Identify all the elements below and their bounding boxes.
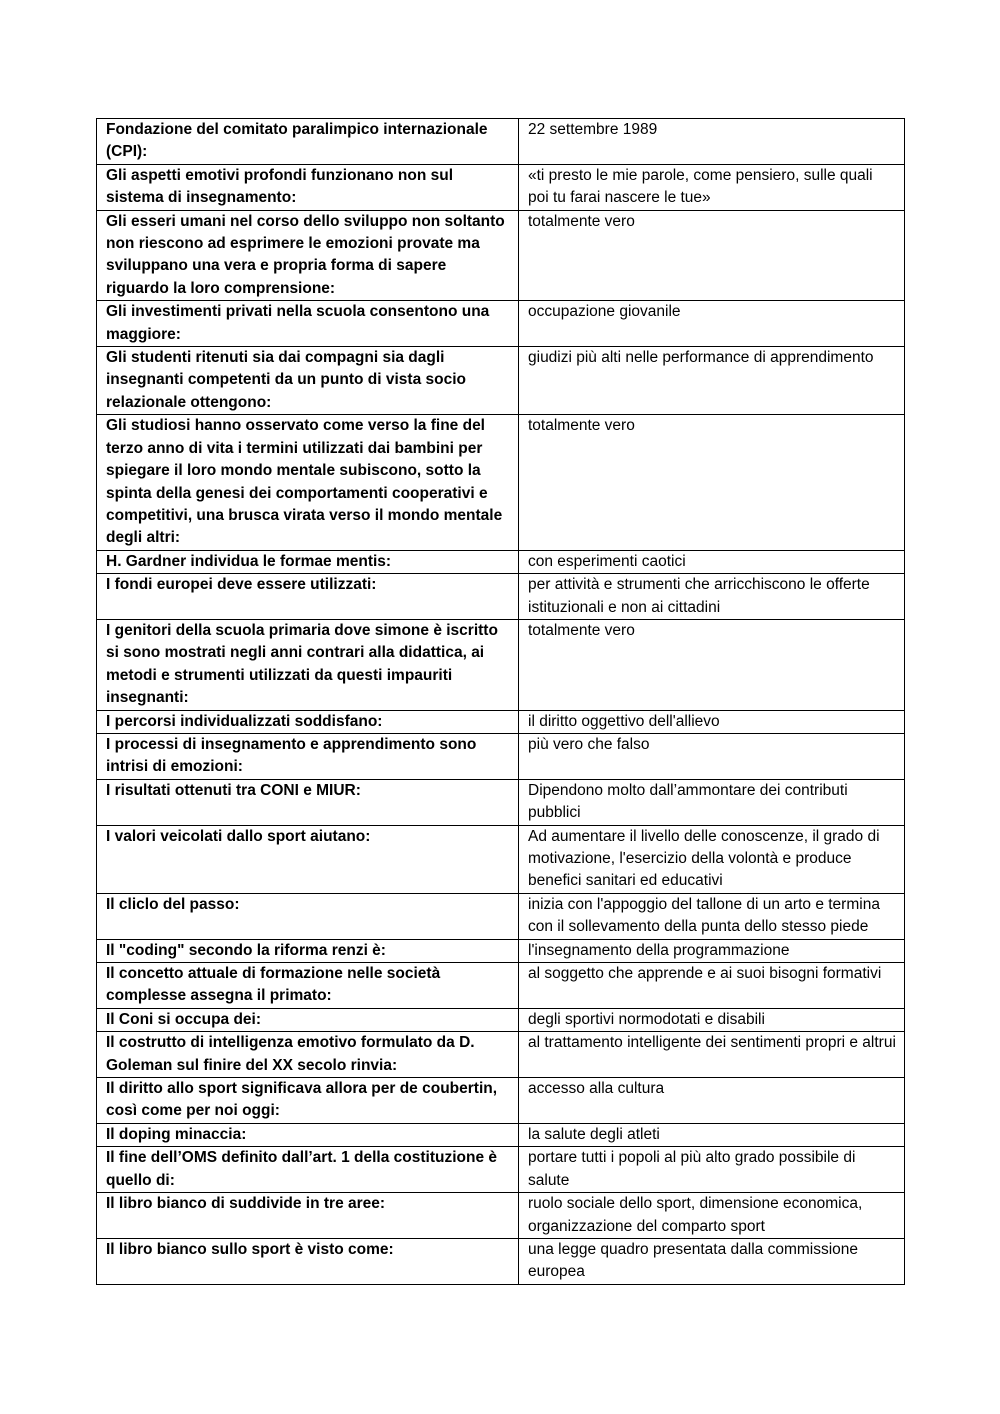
- answer-cell: al trattamento intelligente dei sentimenti propri e altrui: [519, 1032, 905, 1078]
- question-cell: Il "coding" secondo la riforma renzi è:: [97, 939, 519, 962]
- table-row: [97, 733, 905, 779]
- table-row: [97, 1078, 905, 1124]
- table-row: [97, 825, 905, 893]
- table-row: [97, 210, 905, 301]
- answer-cell: inizia con l'appoggio del tallone di un arto e termina con il sollevamento della punta dello stesso piede: [519, 893, 905, 939]
- answer-cell: il diritto oggettivo dell'allievo: [519, 710, 905, 733]
- answer-cell: giudizi più alti nelle performance di apprendimento: [519, 347, 905, 415]
- question-cell: Il Coni si occupa dei:: [97, 1008, 519, 1031]
- question-cell: I percorsi individualizzati soddisfano:: [97, 710, 519, 733]
- table-row: [97, 164, 905, 210]
- answer-cell: Dipendono molto dall’ammontare dei contributi pubblici: [519, 779, 905, 825]
- answer-cell: totalmente vero: [519, 619, 905, 710]
- question-cell: Il costrutto di intelligenza emotivo formulato da D. Goleman sul finire del XX secolo rinvia:: [97, 1032, 519, 1078]
- table-row: [97, 574, 905, 620]
- question-cell: Il diritto allo sport significava allora per de coubertin, così come per noi oggi:: [97, 1078, 519, 1124]
- table-row: [97, 1123, 905, 1146]
- answer-cell: l'insegnamento della programmazione: [519, 939, 905, 962]
- answer-cell: «ti presto le mie parole, come pensiero, sulle quali poi tu farai nascere le tue»: [519, 164, 905, 210]
- question-cell: Il libro bianco di suddivide in tre aree:: [97, 1193, 519, 1239]
- answer-cell: al soggetto che apprende e ai suoi bisogni formativi: [519, 963, 905, 1009]
- question-cell: I fondi europei deve essere utilizzati:: [97, 574, 519, 620]
- question-cell: Il concetto attuale di formazione nelle società complesse assegna il primato:: [97, 963, 519, 1009]
- table-body: [97, 119, 905, 1285]
- table-row: [97, 301, 905, 347]
- table-row: [97, 963, 905, 1009]
- question-cell: Il libro bianco sullo sport è visto come:: [97, 1238, 519, 1284]
- answer-cell: occupazione giovanile: [519, 301, 905, 347]
- answer-cell: portare tutti i popoli al più alto grado possibile di salute: [519, 1147, 905, 1193]
- table-row: [97, 347, 905, 415]
- answer-cell: una legge quadro presentata dalla commissione europea: [519, 1238, 905, 1284]
- question-cell: I genitori della scuola primaria dove simone è iscritto si sono mostrati negli anni contrari alla didattica, ai metodi e strumenti utilizzati da questi impauriti insegnanti:: [97, 619, 519, 710]
- table-row: [97, 1032, 905, 1078]
- table-row: [97, 550, 905, 573]
- answer-cell: Ad aumentare il livello delle conoscenze, il grado di motivazione, l'esercizio della volontà e produce benefici sanitari ed educativi: [519, 825, 905, 893]
- question-cell: H. Gardner individua le formae mentis:: [97, 550, 519, 573]
- question-cell: I valori veicolati dallo sport aiutano:: [97, 825, 519, 893]
- answer-cell: accesso alla cultura: [519, 1078, 905, 1124]
- question-cell: I risultati ottenuti tra CONI e MIUR:: [97, 779, 519, 825]
- question-cell: Gli studiosi hanno osservato come verso la fine del terzo anno di vita i termini utilizzati dai bambini per spiegare il loro mondo mentale subiscono, sotto la spinta della genesi dei comportamenti cooperativi e competitivi, una brusca virata verso il mondo mentale degli altri:: [97, 415, 519, 550]
- question-cell: Gli investimenti privati nella scuola consentono una maggiore:: [97, 301, 519, 347]
- answer-cell: totalmente vero: [519, 210, 905, 301]
- table-row: [97, 939, 905, 962]
- question-cell: Fondazione del comitato paralimpico internazionale (CPI):: [97, 119, 519, 165]
- answer-cell: la salute degli atleti: [519, 1123, 905, 1146]
- question-cell: Gli studenti ritenuti sia dai compagni sia dagli insegnanti competenti da un punto di vista socio relazionale ottengono:: [97, 347, 519, 415]
- question-cell: Il cliclo del passo:: [97, 893, 519, 939]
- question-cell: Gli esseri umani nel corso dello sviluppo non soltanto non riescono ad esprimere le emozioni provate ma sviluppano una vera e propria forma di sapere riguardo la loro comprensione:: [97, 210, 519, 301]
- answer-cell: con esperimenti caotici: [519, 550, 905, 573]
- table-row: [97, 119, 905, 165]
- table-row: [97, 1008, 905, 1031]
- table-row: [97, 619, 905, 710]
- question-cell: Gli aspetti emotivi profondi funzionano non sul sistema di insegnamento:: [97, 164, 519, 210]
- table-row: [97, 1147, 905, 1193]
- table-row: [97, 1238, 905, 1284]
- table-row: [97, 779, 905, 825]
- answer-cell: più vero che falso: [519, 733, 905, 779]
- answer-cell: per attività e strumenti che arricchiscono le offerte istituzionali e non ai cittadini: [519, 574, 905, 620]
- question-cell: Il doping minaccia:: [97, 1123, 519, 1146]
- answer-cell: ruolo sociale dello sport, dimensione economica, organizzazione del comparto sport: [519, 1193, 905, 1239]
- question-answer-table: [96, 118, 905, 1285]
- table-row: [97, 710, 905, 733]
- question-cell: Il fine dell’OMS definito dall’art. 1 della costituzione è quello di:: [97, 1147, 519, 1193]
- question-cell: I processi di insegnamento e apprendimento sono intrisi di emozioni:: [97, 733, 519, 779]
- answer-cell: 22 settembre 1989: [519, 119, 905, 165]
- answer-cell: degli sportivi normodotati e disabili: [519, 1008, 905, 1031]
- table-row: [97, 893, 905, 939]
- table-row: [97, 415, 905, 550]
- answer-cell: totalmente vero: [519, 415, 905, 550]
- table-row: [97, 1193, 905, 1239]
